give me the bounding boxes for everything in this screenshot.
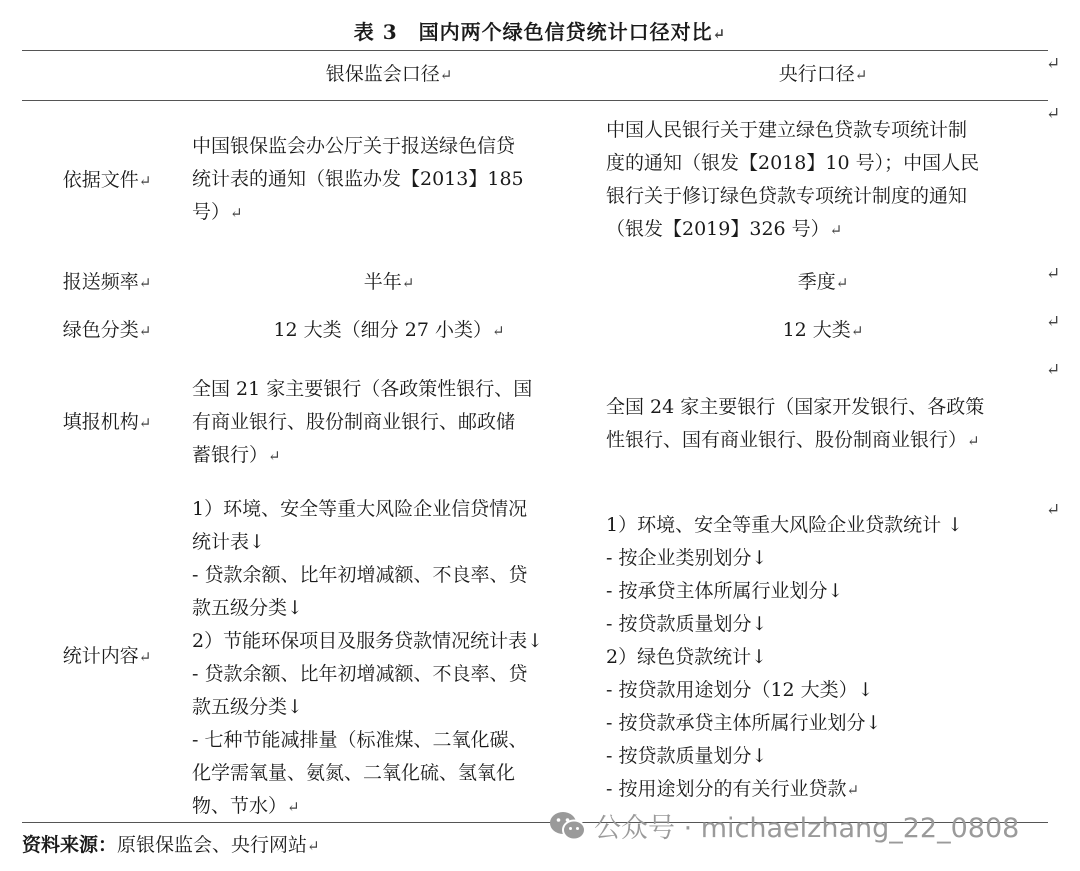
- header-pboc: 央行口径↵: [778, 63, 868, 85]
- reporting-institutions-pboc: 全国 24 家主要银行（国家开发银行、各政策 性银行、国有商业银行、股份制商业银行）↵: [606, 396, 985, 451]
- row-end-mark-icon: ↵: [1046, 54, 1061, 74]
- watermark-text: 公众号 · michaelzhang_22_0808: [594, 813, 1020, 844]
- row-end-mark-icon: ↵: [1046, 360, 1061, 380]
- row-label-statistics-content: 统计内容↵: [62, 645, 152, 667]
- statistics-content-cbirc: 1）环境、安全等重大风险企业信贷情况 统计表↓ - 贷款余额、比年初增减额、不良率、贷 款五级分类↓ 2）节能环保项目及服务贷款情况统计表↓ - 贷款余额、比年初增减额、不良率、贷 款五级分类↓ - 七种节能减排量（标准煤、二氧化碳、 化学需氧量、氨氮、二氧化硫、氢氧化 物、节水）↵: [192, 498, 544, 817]
- row-end-mark-icon: ↵: [1046, 104, 1061, 124]
- return-mark-icon: ↵: [138, 172, 152, 190]
- statistics-content-pboc: 1）环境、安全等重大风险企业贷款统计 ↓ - 按企业类别划分↓ - 按承贷主体所属行业划分↓ - 按贷款质量划分↓ 2）绿色贷款统计↓ - 按贷款用途划分（12 大类）↓ - 按贷款承贷主体所属行业划分↓ - 按贷款质量划分↓ - 按用途划分的有关行业贷款↵: [606, 514, 964, 800]
- return-mark-icon: ↵: [287, 798, 300, 816]
- return-mark-icon: ↵: [854, 66, 868, 84]
- row-end-mark-icon: ↵: [1046, 500, 1061, 520]
- header-cbirc: 银保监会口径↵: [325, 63, 453, 85]
- row-label-green-category: 绿色分类↵: [62, 319, 152, 341]
- table-header-rule: [22, 100, 1048, 101]
- return-mark-icon: ↵: [491, 322, 505, 340]
- return-mark-icon: ↵: [138, 648, 152, 666]
- return-mark-icon: ↵: [846, 781, 860, 799]
- reporting-institutions-cbirc: 全国 21 家主要银行（各政策性银行、国 有商业银行、股份制商业银行、邮政储 蓄银行）↵: [192, 378, 533, 466]
- return-mark-icon: ↵: [712, 25, 727, 43]
- return-mark-icon: ↵: [138, 322, 152, 340]
- table-title: 表 3 国内两个绿色信贷统计口径对比↵: [353, 20, 727, 44]
- row-end-mark-icon: ↵: [1046, 264, 1061, 284]
- return-mark-icon: ↵: [401, 274, 415, 292]
- return-mark-icon: ↵: [829, 221, 843, 239]
- row-label-basis-docs: 依据文件↵: [62, 169, 152, 191]
- return-mark-icon: ↵: [138, 274, 152, 292]
- row-label-reporting-institutions: 填报机构↵: [62, 411, 152, 433]
- frequency-cbirc: 半年↵: [363, 271, 415, 293]
- return-mark-icon: ↵: [439, 66, 453, 84]
- return-mark-icon: ↵: [307, 837, 320, 855]
- table-top-rule: [22, 50, 1048, 51]
- return-mark-icon: ↵: [967, 432, 980, 450]
- row-end-mark-icon: ↵: [1046, 312, 1061, 332]
- frequency-pboc: 季度↵: [797, 271, 849, 293]
- basis-docs-cbirc: 中国银保监会办公厅关于报送绿色信贷 统计表的通知（银监办发【2013】185 号）↵: [192, 135, 524, 223]
- watermark: [548, 806, 1019, 845]
- return-mark-icon: ↵: [850, 322, 864, 340]
- source-label: 资料来源：: [22, 834, 118, 856]
- return-mark-icon: ↵: [268, 447, 281, 465]
- green-category-pboc: 12 大类↵: [782, 319, 864, 341]
- source-note: [22, 830, 320, 861]
- return-mark-icon: ↵: [835, 274, 849, 292]
- source-text: 原银保监会、央行网站: [117, 834, 308, 856]
- return-mark-icon: ↵: [230, 204, 243, 222]
- green-category-cbirc: 12 大类（细分 27 小类）↵: [273, 319, 505, 341]
- basis-docs-pboc: 中国人民银行关于建立绿色贷款专项统计制 度的通知（银发【2018】10 号）；中国人民 银行关于修订绿色贷款专项统计制度的通知 （银发【2019】326 号）↵: [606, 119, 980, 240]
- return-mark-icon: ↵: [138, 414, 152, 432]
- row-label-frequency: 报送频率↵: [62, 271, 152, 293]
- wechat-icon: [548, 809, 588, 843]
